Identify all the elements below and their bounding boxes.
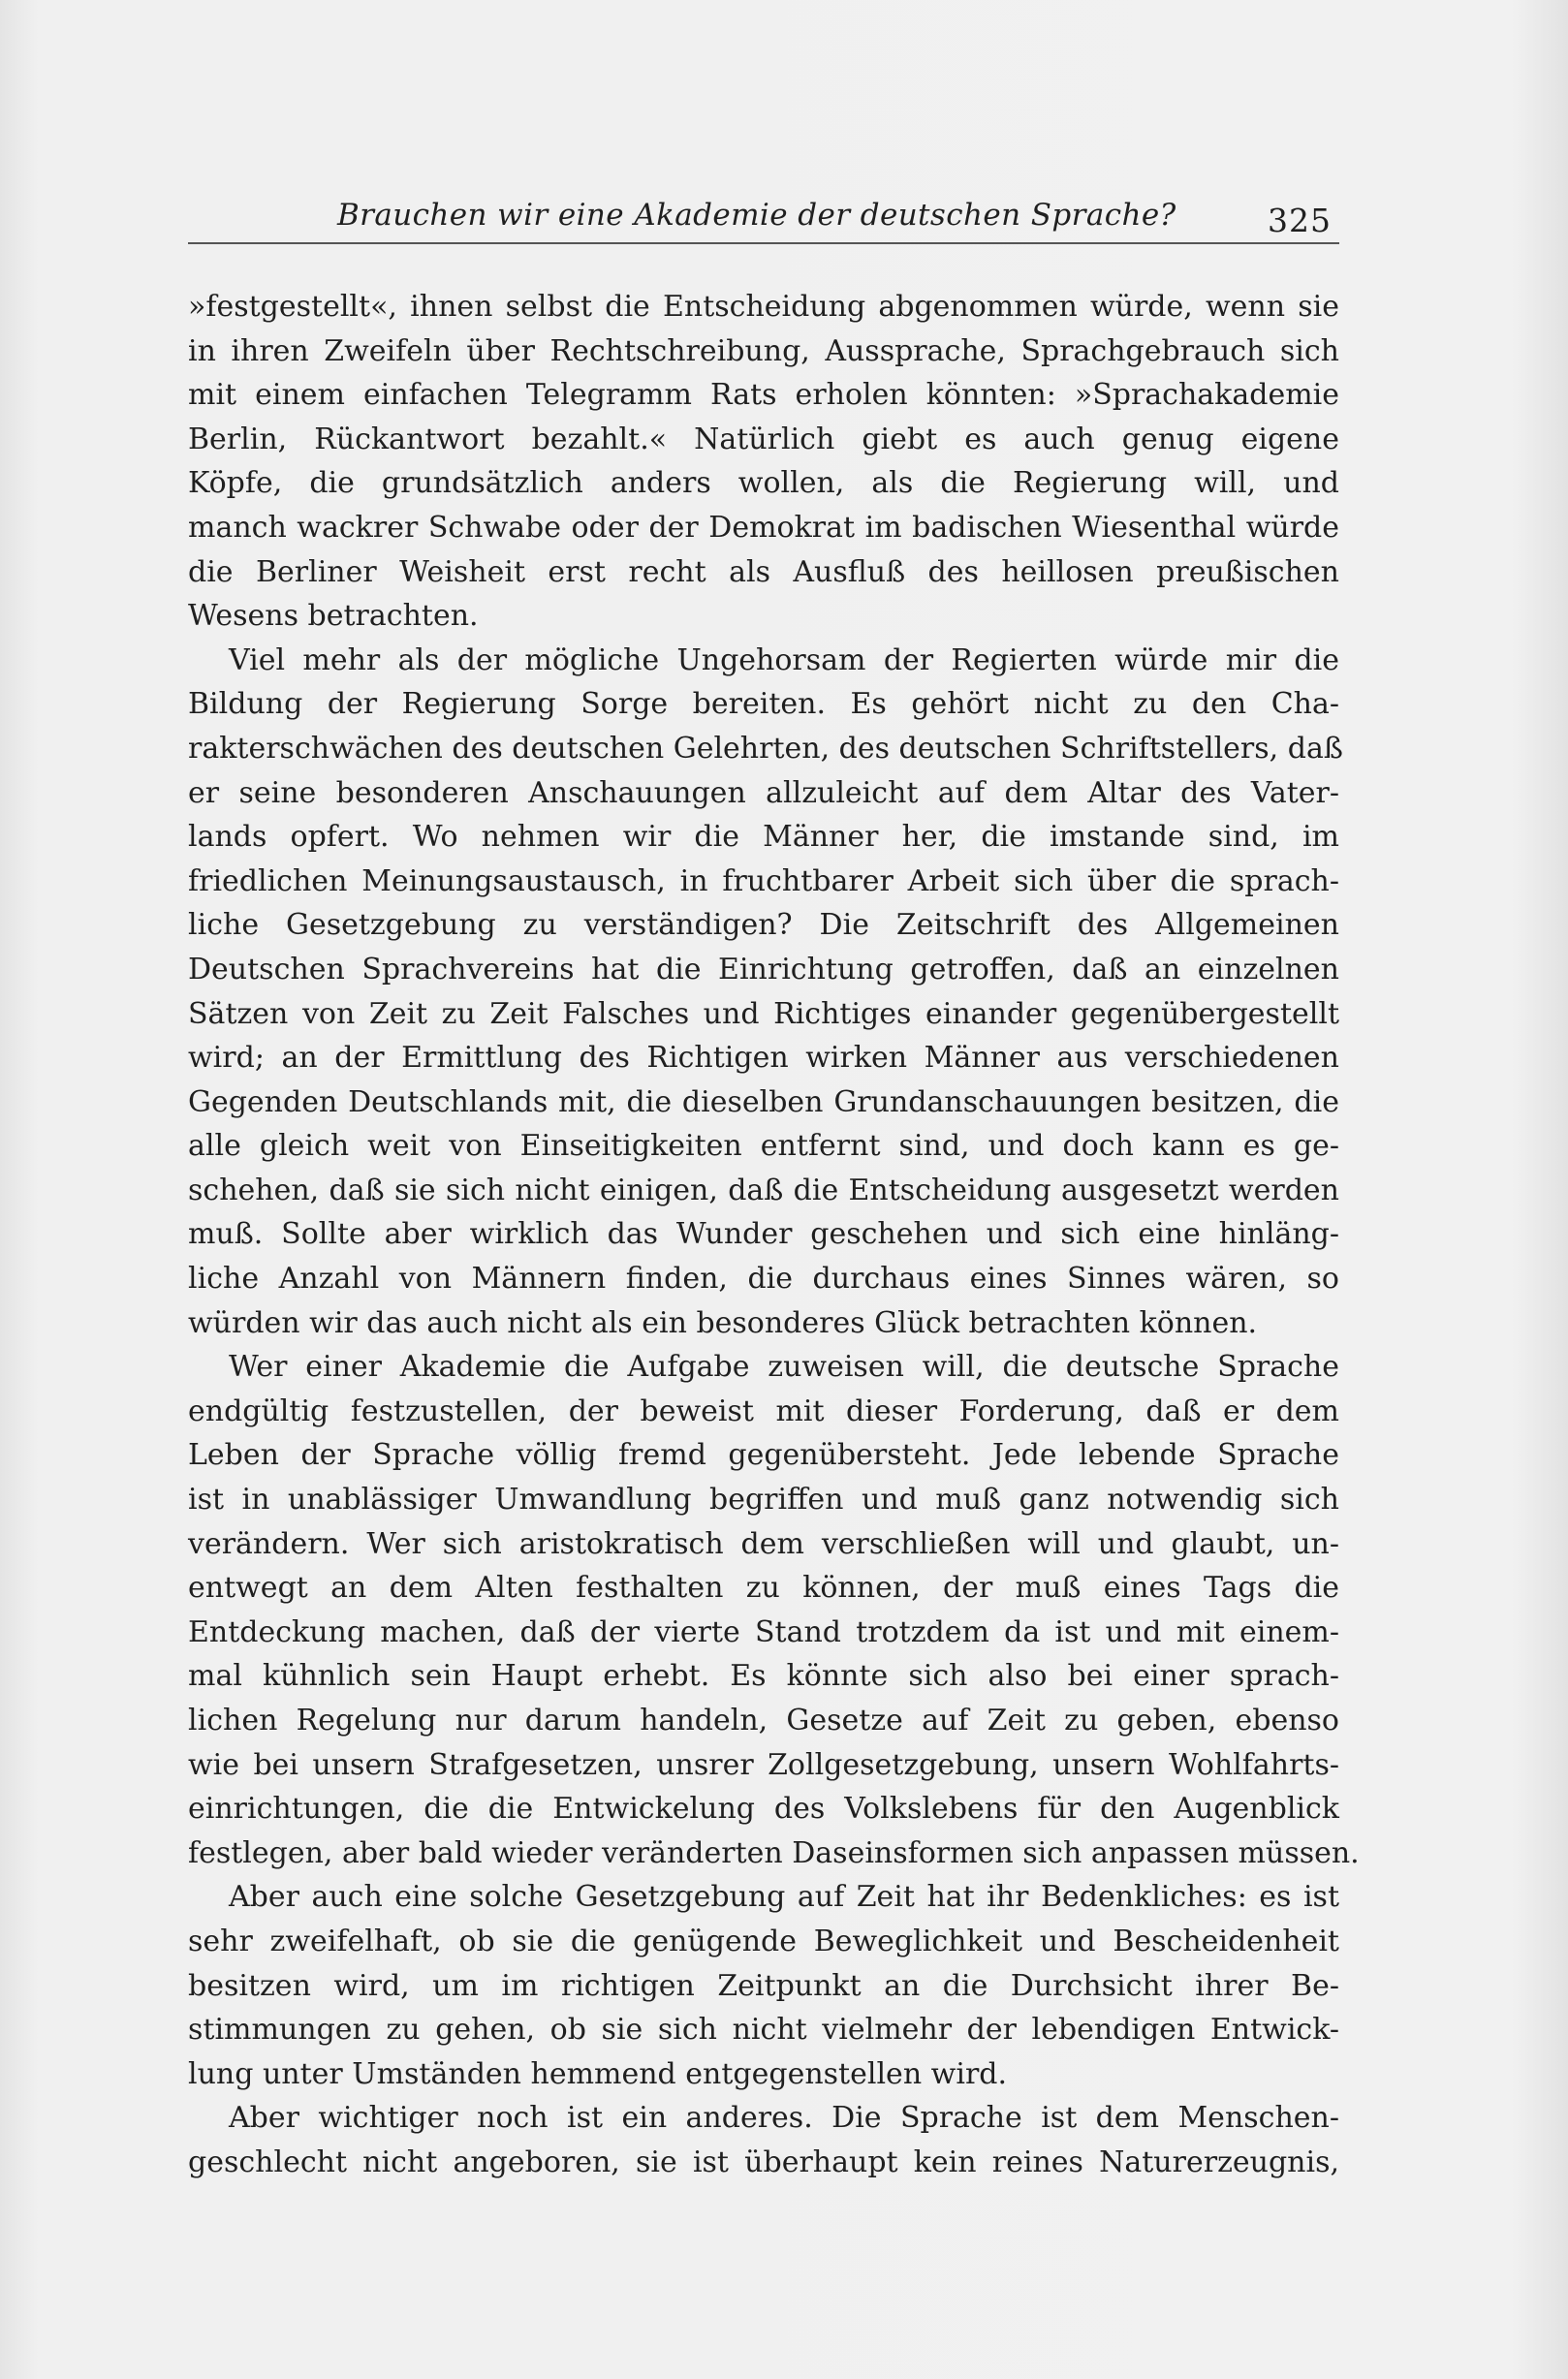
text-line: er seine besonderen Anschauungen allzuleicht auf dem Altar des Vater- [188,775,1339,810]
text-line: besitzen wird, um im richtigen Zeitpunkt an die Durchsicht ihrer Be- [188,1968,1339,2003]
paragraph-first-line: Wer einer Akademie die Aufgabe zuweisen will, die deutsche Sprache [229,1350,1339,1385]
text-line: mit einem einfachen Telegramm Rats erholen könnten: »Sprachakademie [188,378,1339,413]
text-line: endgültig festzustellen, der beweist mit dieser Forderung, daß er dem [188,1393,1339,1428]
text-line: einrichtungen, die die Entwickelung des Volkslebens für den Augenblick [188,1792,1339,1827]
text-line: stimmungen zu gehen, ob sie sich nicht vielmehr der lebendigen Entwick- [188,2013,1339,2048]
text-line: ist in unablässiger Umwandlung begriffen und muß ganz notwendig sich [188,1483,1339,1518]
text-line: verändern. Wer sich aristokratisch dem verschließen will und glaubt, un- [188,1526,1339,1561]
text-line: lands opfert. Wo nehmen wir die Männer her, die imstande sind, im [188,820,1339,855]
text-line: alle gleich weit von Einseitigkeiten entfernt sind, und doch kann es ge- [188,1129,1339,1164]
paragraph-first-line: Aber auch eine solche Gesetzgebung auf Zeit hat ihr Bedenkliches: es ist [229,1880,1339,1915]
text-line: lichen Regelung nur darum handeln, Gesetze auf Zeit zu geben, ebenso [188,1704,1339,1737]
text-line: mal kühnlich sein Haupt erhebt. Es könnte sich also bei einer sprach- [188,1659,1339,1694]
paragraph-first-line: Viel mehr als der mögliche Ungehorsam der Regierten würde mir die [229,642,1339,677]
text-line: Köpfe, die grundsätzlich anders wollen, als die Regierung will, und [188,466,1339,501]
text-line: muß. Sollte aber wirklich das Wunder geschehen und sich eine hinläng- [188,1217,1339,1252]
text-line: manch wackrer Schwabe oder der Demokrat im badischen Wiesenthal würde [188,510,1339,545]
text-line: lung unter Umständen hemmend entgegenstellen wird. [188,2056,1008,2091]
text-line: in ihren Zweifeln über Rechtschreibung, Aussprache, Sprachgebrauch sich [188,333,1339,368]
text-line: sehr zweifelhaft, ob sie die genügende Beweglichkeit und Bescheidenheit [188,1924,1339,1958]
text-line: geschlecht nicht angeboren, sie ist überhaupt kein reines Naturerzeugnis, [188,2144,1339,2179]
text-line: wie bei unsern Strafgesetzen, unsrer Zollgesetzgebung, unsern Wohlfahrts- [188,1747,1339,1782]
running-head [188,188,1339,244]
text-line: festlegen, aber bald wieder veränderten Daseinsformen sich anpassen müssen. [188,1835,1360,1870]
text-line: die Berliner Weisheit erst recht als Ausfluß des heillosen preußischen [188,554,1339,589]
running-title: Brauchen wir eine Akademie der deutschen Sprache? [337,198,1176,233]
text-line: Gegenden Deutschlands mit, die dieselben Grundanschauungen besitzen, die [188,1084,1339,1119]
text-line: »festgestellt«, ihnen selbst die Entscheidung abgenommen würde, wenn sie [188,290,1339,324]
text-line: Sätzen von Zeit zu Zeit Falsches und Richtiges einander gegenübergestellt [188,996,1339,1031]
body-text [188,285,1360,2185]
paragraph-first-line: Aber wichtiger noch ist ein anderes. Die Sprache ist dem Menschen- [229,2101,1339,2136]
text-line: wird; an der Ermittlung des Richtigen wirken Männer aus verschiedenen [188,1041,1339,1076]
text-line: Wesens betrachten. [188,599,479,634]
text-line: friedlichen Meinungsaustausch, in fruchtbarer Arbeit sich über die sprach- [188,863,1339,898]
text-line: schehen, daß sie sich nicht einigen, daß die Entscheidung ausgesetzt werden [188,1173,1339,1207]
text-line: entwegt an dem Alten festhalten zu können, der muß eines Tags die [188,1571,1339,1606]
text-line: Bildung der Regierung Sorge bereiten. Es gehört nicht zu den Cha- [188,687,1339,722]
text-line: liche Gesetzgebung zu verständigen? Die Zeitschrift des Allgemeinen [188,908,1339,943]
text-line: liche Anzahl von Männern finden, die durchaus eines Sinnes wären, so [188,1262,1339,1297]
text-line: Entdeckung machen, daß der vierte Stand trotzdem da ist und mit einem- [188,1614,1339,1649]
text-line: Deutschen Sprachvereins hat die Einrichtung getroffen, daß an einzelnen [188,952,1339,986]
text-line: würden wir das auch nicht als ein besonderes Glück betrachten können. [188,1305,1258,1340]
page-number: 325 [1268,202,1332,239]
text-line: Berlin, Rückantwort bezahlt.« Natürlich giebt es auch genug eigene [188,422,1339,456]
text-line: Leben der Sprache völlig fremd gegenübersteht. Jede lebende Sprache [188,1438,1339,1473]
text-line: rakterschwächen des deutschen Gelehrten, des deutschen Schriftstellers, daß [188,731,1343,766]
